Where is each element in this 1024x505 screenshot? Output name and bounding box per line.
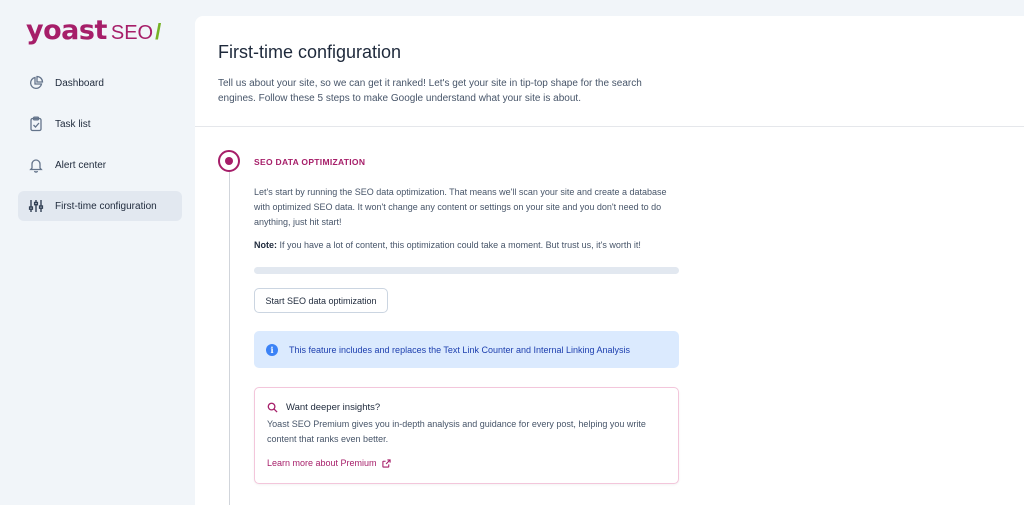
page-title: First-time configuration bbox=[218, 42, 402, 62]
premium-description: Yoast SEO Premium gives you in-depth analysis and guidance for every post, helping you write content that ranks even better. bbox=[267, 419, 646, 444]
sidebar-item-first-time-configuration[interactable] bbox=[18, 191, 182, 221]
step-indicator-dot bbox=[225, 157, 233, 165]
page-description: Tell us about your site, so we can get it ranked! Let's get your site in tip-top shape for the search engines. Follow these 5 steps to make Google understand what your site is about. bbox=[218, 78, 642, 104]
step-connector-line bbox=[229, 163, 230, 505]
yoast-logo[interactable] bbox=[26, 15, 161, 47]
premium-link-label: Learn more about Premium bbox=[267, 458, 377, 468]
premium-title: Want deeper insights? bbox=[286, 402, 381, 413]
sidebar-item-task-list[interactable] bbox=[18, 109, 182, 139]
sliders-icon bbox=[28, 198, 44, 214]
info-text: This feature includes and replaces the Text Link Counter and Internal Linking Analysis bbox=[289, 344, 631, 355]
sidebar-item-dashboard[interactable] bbox=[18, 68, 182, 98]
sidebar-item-label: Task list bbox=[55, 118, 91, 130]
optimization-progress-bar bbox=[254, 267, 679, 274]
step-description: Let's start by running the SEO data optimization. That means we'll scan your site and create a database with optimized SEO data. It won't change any content or settings on your site and you don't need to do anything, just hit start! bbox=[254, 187, 667, 227]
search-icon bbox=[267, 402, 278, 413]
sidebar-item-label: First-time configuration bbox=[55, 200, 157, 212]
premium-upsell-card bbox=[254, 387, 679, 484]
page-header bbox=[195, 16, 1024, 127]
step-body bbox=[254, 185, 684, 253]
info-alert bbox=[254, 331, 679, 368]
clipboard-check-icon bbox=[28, 116, 44, 132]
logo-wordmark: yoast bbox=[26, 15, 107, 46]
external-link-icon bbox=[382, 459, 391, 468]
sidebar-item-label: Alert center bbox=[55, 159, 107, 171]
step-note bbox=[254, 238, 684, 253]
pie-chart-icon bbox=[28, 75, 44, 91]
sidebar bbox=[0, 0, 195, 505]
premium-header bbox=[267, 402, 666, 413]
note-text: If you have a lot of content, this optimization could take a moment. But trust us, it's worth it! bbox=[277, 240, 641, 250]
main-panel bbox=[195, 16, 1024, 505]
sidebar-nav bbox=[18, 68, 182, 232]
sidebar-item-alert-center[interactable] bbox=[18, 150, 182, 180]
step-indicator bbox=[218, 150, 240, 172]
sidebar-item-label: Dashboard bbox=[55, 77, 104, 89]
note-label: Note: bbox=[254, 240, 277, 250]
info-icon: i bbox=[266, 344, 278, 356]
logo-slash: / bbox=[155, 19, 162, 44]
start-seo-optimization-button[interactable]: Start SEO data optimization bbox=[254, 288, 388, 313]
logo-seo-text: SEO bbox=[110, 22, 154, 44]
bell-icon bbox=[28, 157, 44, 173]
learn-more-premium-link[interactable] bbox=[267, 458, 666, 468]
step-title: SEO DATA OPTIMIZATION bbox=[254, 157, 366, 167]
